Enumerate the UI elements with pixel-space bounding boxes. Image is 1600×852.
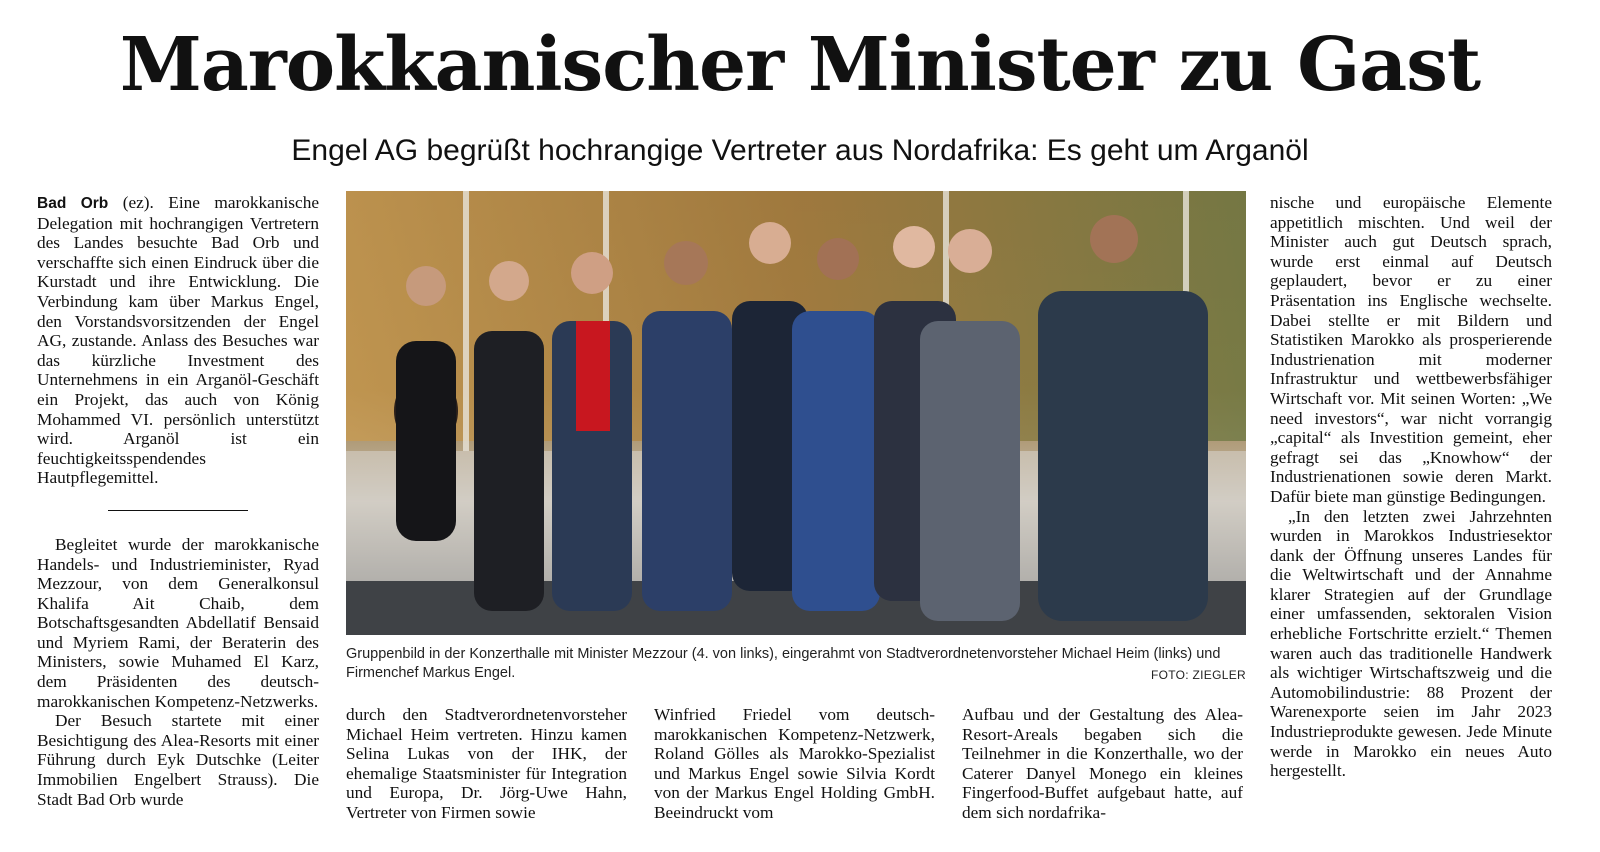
article-column-1 xyxy=(37,193,319,809)
section-divider xyxy=(108,510,248,511)
subheadline: Engel AG begrüßt hochrangige Vertreter aus Nordafrika: Es geht um Arganöl xyxy=(291,134,1309,167)
paragraph-delegation: Begleitet wurde der marokkanische Handels- und Industrieminister, Ryad Mezzour, von dem Generalkonsul Khalifa Ait Chaib, dem Botschaftsgesandten Abdellatif Bensaid und Myriem Rami, der Beraterin des Ministers, sowie Muhamed El Karz, dem Präsidenten des deutsch-marokkanischen Kompetenz-Netzwerks. xyxy=(37,534,319,711)
article-column-4 xyxy=(962,705,1243,823)
article-column-5 xyxy=(1270,193,1552,781)
dateline-location: Bad Orb xyxy=(37,195,109,212)
photo-caption: Gruppenbild in der Konzerthalle mit Minister Mezzour (4. von links), eingerahmt von Stadtverordnetenvorsteher Michael Heim (links) und Firmenchef Markus Engel. xyxy=(346,646,1221,681)
paragraph-visit-start: Der Besuch startete mit einer Besichtigung des Alea-Resorts mit einer Führung durch Eyk Dutschke (Leiter Immobilien Engelbert Strauss). Die Stadt Bad Orb wurde xyxy=(37,711,319,809)
paragraph-intro-text: (ez). Eine marokkanische Delegation mit hochrangigen Vertretern des Landes besuchte Bad Orb und verschaffte sich einen Eindruck über die Kurstadt und ihre Entwicklung. Die Verbindung kam über Markus Engel, den Vorstandsvorsitzenden der Engel AG, zustande. Anlass des Besuches war das kürzliche Investment des Unternehmens in ein Arganöl-Geschäft ein Projekt, das auch von König Mohammed VI. persönlich unterstützt wird. Arganöl ist ein feuchtigkeitsspendendes Hautpflegemittel. xyxy=(37,193,320,488)
paragraph-presentation: nische und europäische Elemente appetitlich mischten. Und weil der Minister auch gut Deutsch sprach, wurde erst einmal auf Deutsch geplaudert, bevor er zu einer Präsentation ins Englische wechselte. Dabei stellte er mit Bildern und Statistiken Marokko als prosperierende Industrienation mit moderner Infrastruktur und wettbewerbsfähiger Wirtschaft vor. Mit seinen Worten: „We need investors“, war nicht vorrangig „capital“ als Investition gemeint, eher gefragt sei das „Knowhow“ der Industrienationen sowie deren Markt. Dafür biete man günstige Bedingungen. xyxy=(1270,193,1552,506)
article-column-3 xyxy=(654,705,935,823)
paragraph-col3: Winfried Friedel vom deutsch-marokkanischen Kompetenz-Netzwerk, Roland Gölles als Marokko-Spezialist und Markus Engel sowie Silvia Kordt von der Markus Engel Holding GmbH. Beeindruckt vom xyxy=(654,705,935,822)
paragraph-col2: durch den Stadtverordnetenvorsteher Michael Heim vertreten. Hinzu kamen Selina Lukas von der IHK, der ehemalige Staatsminister für Integration und Europa, Dr. Jörg-Uwe Hahn, Vertreter von Firmen sowie xyxy=(346,705,627,822)
paragraph-intro xyxy=(37,193,319,488)
group-photo xyxy=(346,191,1246,635)
headline: Marokkanischer Minister zu Gast xyxy=(119,22,1481,108)
paragraph-quote: „In den letzten zwei Jahrzehnten wurden in Marokkos Industriesektor dank der Öffnung unseres Landes für die Weltwirtschaft und der Annahme klarer Strategien auf der Grundlage einer umfassenden, sektoralen Vision erhebliche Fortschritte erzielt.“ Themen waren auch das traditionelle Handwerk als wichtiger Wirtschaftszweig und die Automobilindustrie: 88 Prozent der Warenexporte seien im Jahr 2023 Industrieprodukte gewesen. Jede Minute werde in Marokko ein neues Auto hergestellt. xyxy=(1270,506,1552,781)
paragraph-col4: Aufbau und der Gestaltung des Alea-Resort-Areals begaben sich die Teilnehmer in die Konzerthalle, wo der Caterer Danyel Monego ein kleines Fingerfood-Buffet aufgebaut hatte, auf dem sich nordafrika- xyxy=(962,705,1243,822)
article-column-2 xyxy=(346,705,627,823)
photo-credit: FOTO: ZIEGLER xyxy=(1150,668,1246,682)
